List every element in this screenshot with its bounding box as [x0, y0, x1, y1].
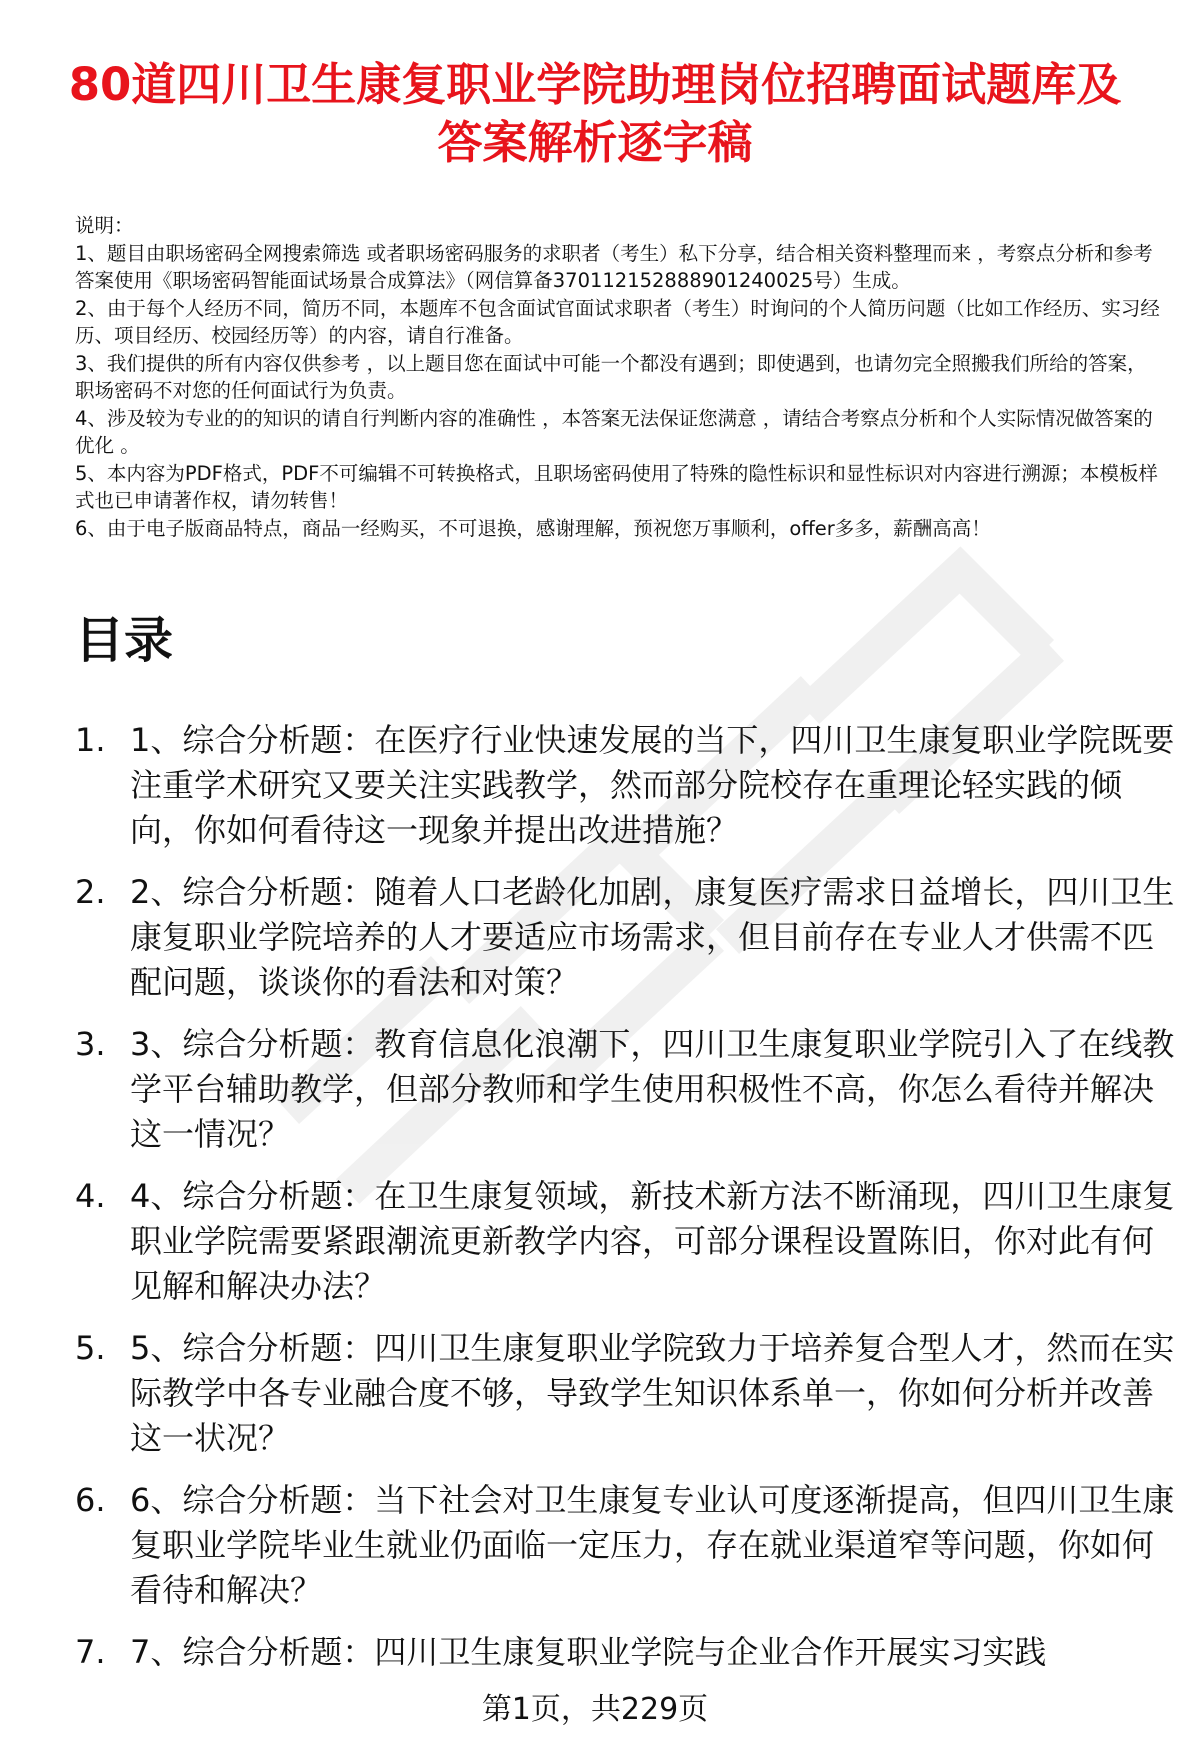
toc-item[interactable]	[75, 1326, 1175, 1461]
toc-heading: 目录	[75, 612, 174, 669]
note-item: 6、由于电子版商品特点，商品一经购买，不可退换，感谢理解，预祝您万事顺利，offer多多，薪酬高高！	[75, 516, 991, 540]
page-footer: 第1页，共229页	[481, 1692, 709, 1727]
toc-item[interactable]	[75, 1022, 1175, 1157]
toc-item[interactable]	[75, 1174, 1175, 1309]
document-title: 80道四川卫生康复职业学院助理岗位招聘面试题库及答案解析逐字稿	[68, 58, 1122, 169]
toc-item-number: 1.	[75, 721, 106, 759]
toc-item-number: 5.	[75, 1329, 106, 1367]
note-item: 3、我们提供的所有内容仅供参考 ，以上题目您在面试中可能一个都没有遇到；即使遇到，也请勿完全照搬我们所给的答案，职场密码不对您的任何面试行为负责。	[75, 351, 1147, 402]
toc-item-text[interactable]: 6、综合分析题：当下社会对卫生康复专业认可度逐渐提高，但四川卫生康复职业学院毕业生就业仍面临一定压力，存在就业渠道窄等问题，你如何看待和解决？	[130, 1481, 1175, 1609]
toc-item-text[interactable]: 7、综合分析题：四川卫生康复职业学院与企业合作开展实习实践	[130, 1633, 1047, 1671]
toc-item-text[interactable]: 2、综合分析题：随着人口老龄化加剧，康复医疗需求日益增长，四川卫生康复职业学院培养的人才要适应市场需求，但目前存在专业人才供需不匹配问题，谈谈你的看法和对策？	[130, 873, 1175, 1001]
toc-item-text[interactable]: 4、综合分析题：在卫生康复领域，新技术新方法不断涌现，四川卫生康复职业学院需要紧跟潮流更新教学内容，可部分课程设置陈旧，你对此有何见解和解决办法？	[130, 1177, 1175, 1305]
table-of-contents	[75, 718, 1175, 1692]
toc-item-number: 2.	[75, 873, 106, 911]
note-item: 2、由于每个人经历不同，简历不同，本题库不包含面试官面试求职者（考生）时询问的个人简历问题（比如工作经历、实习经历、项目经历、校园经历等）的内容，请自行准备。	[75, 296, 1160, 347]
notes-heading: 说明：	[75, 214, 134, 237]
toc-item-text[interactable]: 3、综合分析题：教育信息化浪潮下，四川卫生康复职业学院引入了在线教学平台辅助教学，但部分教师和学生使用积极性不高，你怎么看待并解决这一情况？	[130, 1025, 1175, 1153]
note-item: 1、题目由职场密码全网搜索筛选 或者职场密码服务的求职者（考生）私下分享，结合相关资料整理而来 ，考察点分析和参考答案使用《职场密码智能面试场景合成算法》（网信算备370112152888901240025号）生成。	[75, 241, 1153, 292]
toc-item-text[interactable]: 1、综合分析题：在医疗行业快速发展的当下，四川卫生康复职业学院既要注重学术研究又要关注实践教学，然而部分院校存在重理论轻实践的倾向，你如何看待这一现象并提出改进措施？	[130, 721, 1175, 849]
toc-item-number: 7.	[75, 1633, 106, 1671]
notes-section	[75, 212, 1160, 542]
toc-item-text[interactable]: 5、综合分析题：四川卫生康复职业学院致力于培养复合型人才，然而在实际教学中各专业融合度不够，导致学生知识体系单一，你如何分析并改善这一状况？	[130, 1329, 1175, 1457]
toc-item-number: 6.	[75, 1481, 106, 1519]
note-item: 4、涉及较为专业的的知识的请自行判断内容的准确性 ，本答案无法保证您满意 ，请结合考察点分析和个人实际情况做答案的优化 。	[75, 406, 1153, 457]
toc-item[interactable]	[75, 870, 1175, 1005]
toc-item-number: 3.	[75, 1025, 106, 1063]
toc-item[interactable]	[75, 718, 1175, 853]
toc-item-number: 4.	[75, 1177, 106, 1215]
toc-item[interactable]	[75, 1630, 1175, 1675]
note-item: 5、本内容为PDF格式，PDF不可编辑不可转换格式，且职场密码使用了特殊的隐性标识和显性标识对内容进行溯源；本模板样式也已申请著作权，请勿转售！	[75, 461, 1158, 512]
toc-item[interactable]	[75, 1478, 1175, 1613]
